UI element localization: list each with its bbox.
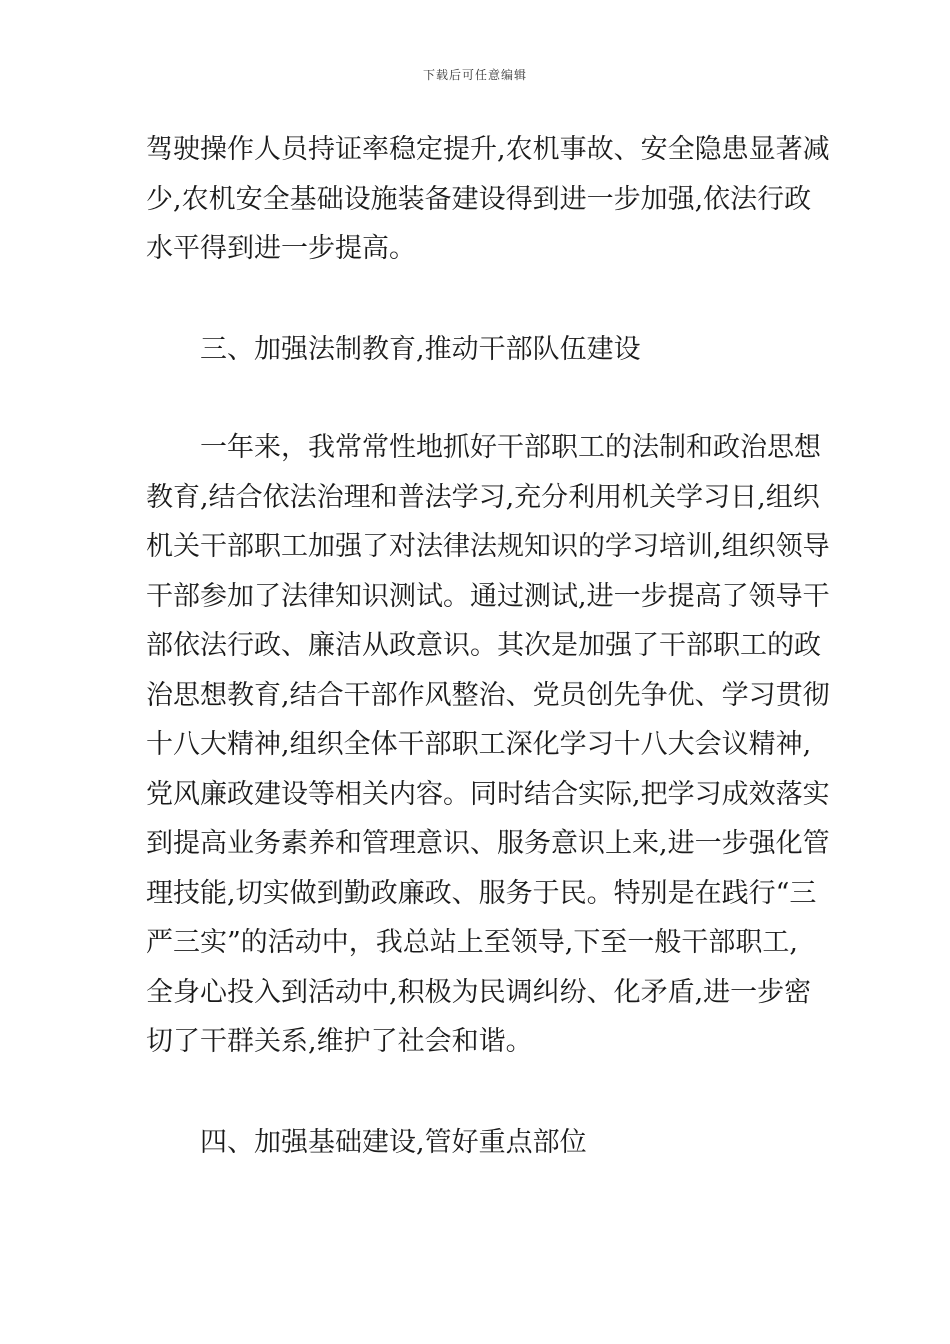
paragraph-line: 党风廉政建设等相关内容。同时结合实际,把学习成效落实 [146,778,830,810]
paragraph-main [146,423,830,1067]
paragraph-line: 切了干群关系,维护了社会和谐。 [146,1026,533,1057]
paragraph-line: 一年来，我常常性地抓好干部职工的法制和政治思想 [200,432,821,463]
paragraph-line: 十八大精神,组织全体干部职工深化学习十八大会议精神, [146,729,812,760]
paragraph-continued [146,125,830,274]
section-heading-4: 四、加强基础建设,管好重点部位 [200,1127,587,1158]
paragraph-line: 部依法行政、廉洁从政意识。其次是加强了干部职工的政 [146,630,821,661]
paragraph-line: 少,农机安全基础设施装备建设得到进一步加强,依法行政 [146,183,812,215]
paragraph-line: 治思想教育,结合干部作风整治、党员创先争优、学习贯彻 [146,679,830,711]
paragraph-line: 驾驶操作人员持证率稳定提升,农机事故、安全隐患显著减 [146,134,830,165]
paragraph-line: 理技能,切实做到勤政廉政、服务于民。特别是在践行“三 [146,877,817,909]
header-note: 下载后可任意编辑 [422,68,527,82]
paragraph-line: 全身心投入到活动中,积极为民调纠纷、化矛盾,进一步密 [146,976,812,1008]
paragraph-line: 教育,结合依法治理和普法学习,充分利用机关学习日,组织 [146,481,820,513]
paragraph-line: 干部参加了法律知识测试。通过测试,进一步提高了领导干 [146,580,830,612]
paragraph-line: 机关干部职工加强了对法律法规知识的学习培训,组织领导 [146,531,830,562]
paragraph-line: 到提高业务素养和管理意识、服务意识上来,进一步强化管 [146,828,830,859]
paragraph-line: 严三实”的活动中，我总站上至领导,下至一般干部职工, [146,927,798,958]
section-heading-3: 三、加强法制教育,推动干部队伍建设 [200,334,641,365]
paragraph-line: 水平得到进一步提高。 [146,233,416,264]
